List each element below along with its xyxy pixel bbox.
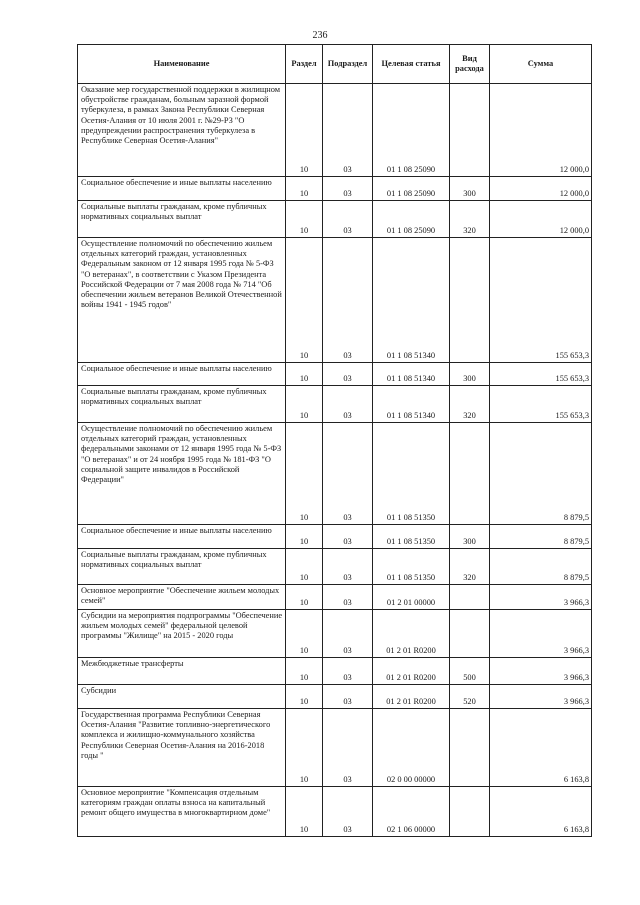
row-expense-type: 320 bbox=[450, 201, 490, 238]
table-header-row bbox=[78, 45, 592, 84]
page-number: 236 bbox=[312, 30, 328, 41]
row-target: 01 1 08 51350 bbox=[373, 423, 450, 525]
row-expense-type: 300 bbox=[450, 525, 490, 549]
row-section: 10 bbox=[286, 787, 323, 837]
header-name: Наименование bbox=[78, 45, 286, 84]
table-row bbox=[78, 386, 592, 423]
row-amount: 3 966,3 bbox=[490, 658, 592, 685]
row-name: Осуществление полномочий по обеспечению жильем отдельных категорий граждан, установленных Федеральным законом от 12 января 1995 года № 5-ФЗ "О ветеранах", в соответствии с Указом Президента Российской Федерации от 7 мая 2008 года № 714 "Об обеспечении жильем ветеранов Великой Отечественной войны 1941 - 1945 годов" bbox=[78, 238, 286, 363]
row-name: Осуществление полномочий по обеспечению жильем отдельных категорий граждан, установленных федеральными законами от 12 января 1995 года № 5-ФЗ "О ветеранах" и от 24 ноября 1995 года № 181-ФЗ "О социальной защите инвалидов в Российской Федерации" bbox=[78, 423, 286, 525]
row-amount: 8 879,5 bbox=[490, 423, 592, 525]
row-subsection: 03 bbox=[323, 363, 373, 386]
row-amount: 155 653,3 bbox=[490, 238, 592, 363]
row-target: 01 1 08 25090 bbox=[373, 84, 450, 177]
row-section: 10 bbox=[286, 525, 323, 549]
table-row bbox=[78, 585, 592, 610]
row-target: 01 1 08 51340 bbox=[373, 238, 450, 363]
row-expense-type bbox=[450, 423, 490, 525]
row-name: Основное мероприятие "Компенсация отдельным категориям граждан оплаты взноса на капитальный ремонт общего имущества в многоквартирном доме" bbox=[78, 787, 286, 837]
row-section: 10 bbox=[286, 423, 323, 525]
header-subsection: Подраздел bbox=[323, 45, 373, 84]
row-expense-type: 300 bbox=[450, 363, 490, 386]
row-target: 01 1 08 51340 bbox=[373, 386, 450, 423]
row-section: 10 bbox=[286, 386, 323, 423]
row-expense-type: 520 bbox=[450, 685, 490, 709]
row-expense-type bbox=[450, 585, 490, 610]
row-subsection: 03 bbox=[323, 549, 373, 585]
row-target: 01 2 01 R0200 bbox=[373, 610, 450, 658]
table-row bbox=[78, 423, 592, 525]
row-name: Социальные выплаты гражданам, кроме публичных нормативных социальных выплат bbox=[78, 549, 286, 585]
row-amount: 6 163,8 bbox=[490, 787, 592, 837]
table-row bbox=[78, 177, 592, 201]
row-subsection: 03 bbox=[323, 709, 373, 787]
row-name: Субсидии на мероприятия подпрограммы "Обеспечение жильем молодых семей" федеральной целевой программы "Жилище" на 2015 - 2020 годы bbox=[78, 610, 286, 658]
row-section: 10 bbox=[286, 363, 323, 386]
row-expense-type bbox=[450, 84, 490, 177]
table-row bbox=[78, 610, 592, 658]
table-row bbox=[78, 363, 592, 386]
row-subsection: 03 bbox=[323, 525, 373, 549]
row-section: 10 bbox=[286, 658, 323, 685]
row-amount: 3 966,3 bbox=[490, 585, 592, 610]
row-expense-type: 320 bbox=[450, 549, 490, 585]
header-amount: Сумма bbox=[490, 45, 592, 84]
row-target: 01 2 01 R0200 bbox=[373, 658, 450, 685]
row-amount: 12 000,0 bbox=[490, 201, 592, 238]
row-amount: 12 000,0 bbox=[490, 177, 592, 201]
row-section: 10 bbox=[286, 585, 323, 610]
row-subsection: 03 bbox=[323, 201, 373, 238]
row-subsection: 03 bbox=[323, 423, 373, 525]
header-expense-type: Вид расхода bbox=[450, 45, 490, 84]
table-row bbox=[78, 549, 592, 585]
row-target: 01 1 08 51350 bbox=[373, 549, 450, 585]
row-name: Государственная программа Республики Северная Осетия-Алания "Развитие топливно-энергетического комплекса и жилищно-коммунального хозяйства Республики Северная Осетия-Алания на 2016-2018 годы " bbox=[78, 709, 286, 787]
row-expense-type: 300 bbox=[450, 177, 490, 201]
table-row bbox=[78, 201, 592, 238]
row-amount: 3 966,3 bbox=[490, 610, 592, 658]
row-target: 02 1 06 00000 bbox=[373, 787, 450, 837]
row-name: Оказание мер государственной поддержки в жилищном обустройстве гражданам, больным заразной формой туберкулеза, в рамках Закона Республики Северная Осетия-Алания от 10 июля 2001 г. №29-РЗ "О предупреждении распространения туберкулеза в Республике Северная Осетия-Алания" bbox=[78, 84, 286, 177]
row-subsection: 03 bbox=[323, 386, 373, 423]
row-expense-type: 320 bbox=[450, 386, 490, 423]
row-expense-type bbox=[450, 610, 490, 658]
table-row bbox=[78, 709, 592, 787]
row-target: 01 1 08 25090 bbox=[373, 177, 450, 201]
row-target: 01 1 08 51340 bbox=[373, 363, 450, 386]
row-target: 01 1 08 51350 bbox=[373, 525, 450, 549]
table-row bbox=[78, 685, 592, 709]
row-section: 10 bbox=[286, 84, 323, 177]
row-target: 01 2 01 R0200 bbox=[373, 685, 450, 709]
row-expense-type bbox=[450, 787, 490, 837]
row-section: 10 bbox=[286, 549, 323, 585]
budget-table bbox=[77, 44, 592, 837]
row-subsection: 03 bbox=[323, 177, 373, 201]
row-subsection: 03 bbox=[323, 84, 373, 177]
row-section: 10 bbox=[286, 685, 323, 709]
row-expense-type: 500 bbox=[450, 658, 490, 685]
table-row bbox=[78, 238, 592, 363]
row-section: 10 bbox=[286, 177, 323, 201]
table-row bbox=[78, 84, 592, 177]
row-target: 02 0 00 00000 bbox=[373, 709, 450, 787]
row-amount: 8 879,5 bbox=[490, 549, 592, 585]
row-subsection: 03 bbox=[323, 658, 373, 685]
row-name: Социальное обеспечение и иные выплаты населению bbox=[78, 177, 286, 201]
row-amount: 8 879,5 bbox=[490, 525, 592, 549]
row-section: 10 bbox=[286, 709, 323, 787]
row-expense-type bbox=[450, 238, 490, 363]
row-subsection: 03 bbox=[323, 685, 373, 709]
table-row bbox=[78, 525, 592, 549]
row-expense-type bbox=[450, 709, 490, 787]
header-section: Раздел bbox=[286, 45, 323, 84]
table-row bbox=[78, 787, 592, 837]
row-name: Основное мероприятие "Обеспечение жильем молодых семей" bbox=[78, 585, 286, 610]
header-target: Целевая статья bbox=[373, 45, 450, 84]
row-subsection: 03 bbox=[323, 787, 373, 837]
row-name: Социальные выплаты гражданам, кроме публичных нормативных социальных выплат bbox=[78, 386, 286, 423]
table-row bbox=[78, 658, 592, 685]
row-amount: 3 966,3 bbox=[490, 685, 592, 709]
row-amount: 155 653,3 bbox=[490, 386, 592, 423]
row-subsection: 03 bbox=[323, 238, 373, 363]
row-subsection: 03 bbox=[323, 585, 373, 610]
row-name: Социальные выплаты гражданам, кроме публичных нормативных социальных выплат bbox=[78, 201, 286, 238]
row-target: 01 1 08 25090 bbox=[373, 201, 450, 238]
row-section: 10 bbox=[286, 610, 323, 658]
row-name: Социальное обеспечение и иные выплаты населению bbox=[78, 525, 286, 549]
row-name: Социальное обеспечение и иные выплаты населению bbox=[78, 363, 286, 386]
row-name: Межбюджетные трансферты bbox=[78, 658, 286, 685]
row-subsection: 03 bbox=[323, 610, 373, 658]
row-name: Субсидии bbox=[78, 685, 286, 709]
row-section: 10 bbox=[286, 238, 323, 363]
row-amount: 155 653,3 bbox=[490, 363, 592, 386]
row-amount: 6 163,8 bbox=[490, 709, 592, 787]
row-amount: 12 000,0 bbox=[490, 84, 592, 177]
row-section: 10 bbox=[286, 201, 323, 238]
row-target: 01 2 01 00000 bbox=[373, 585, 450, 610]
